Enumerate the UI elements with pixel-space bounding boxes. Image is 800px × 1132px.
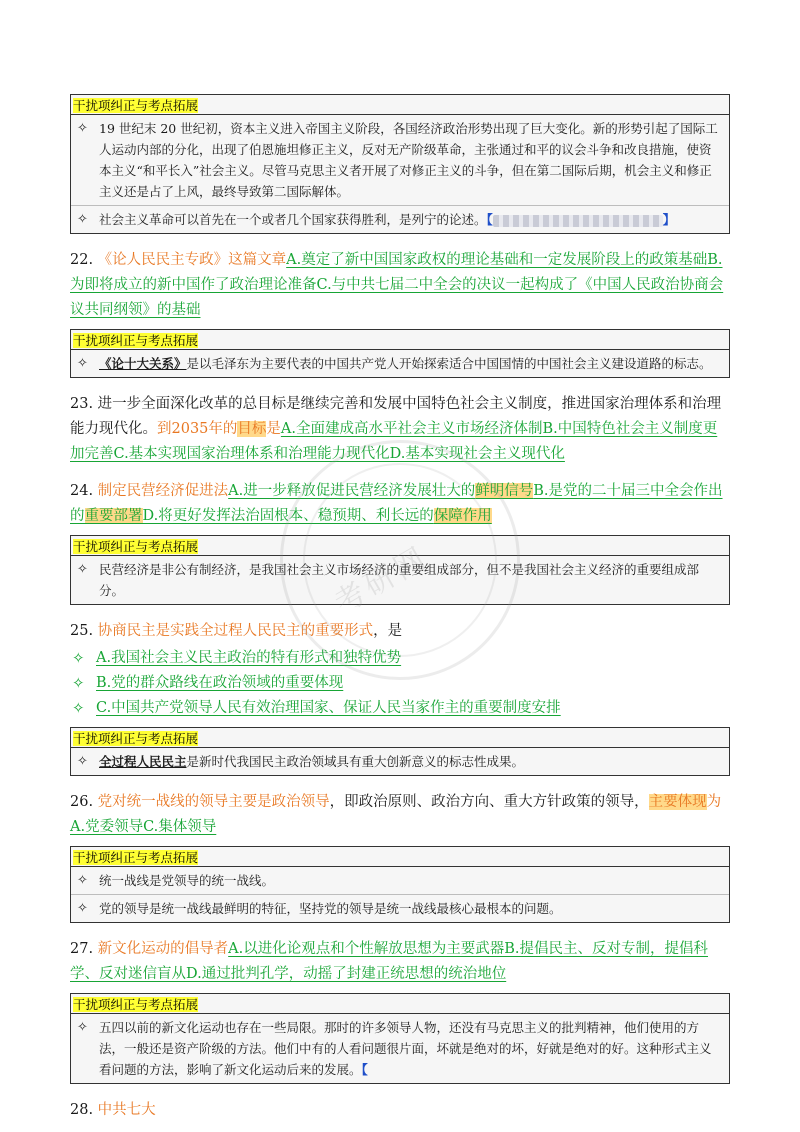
extension-label: 干扰项纠正与考点拓展 (73, 98, 199, 113)
extension-box (70, 535, 730, 605)
question-stem: 新文化运动的倡导者 (97, 941, 229, 957)
extension-box (70, 94, 730, 234)
question-stem: 中共七大 (97, 1102, 156, 1118)
diamond-bullet-icon: ✧ (72, 674, 85, 692)
extension-box (70, 329, 730, 378)
question-answer: A.党委领导C.集体领导 (70, 819, 217, 835)
diamond-bullet-icon: ✧ (77, 212, 88, 227)
document-page (70, 94, 730, 1129)
extension-label: 干扰项纠正与考点拓展 (73, 731, 199, 746)
diamond-bullet-icon: ✧ (77, 1020, 88, 1035)
question-number: 25. (70, 623, 94, 639)
question-25 (70, 619, 730, 644)
question-number: 27. (70, 941, 94, 957)
option-b: ✧ B.党的群众路线在政治领域的重要体现 (70, 671, 730, 696)
question-27 (70, 937, 730, 987)
answer-b-highlight: 重要部署 (84, 508, 143, 524)
extension-text: 是新时代我国民主政治领域具有重大创新意义的标志性成果。 (186, 754, 525, 769)
extension-box-header (71, 728, 729, 748)
question-text: 进一步全面深化改革的总目标是继续完善和发展中国特色社会主义制度，推进国家治理体系和治理能力现代化。 (70, 396, 722, 437)
extension-text: 社会主义革命可以首先在一个或者几个国家获得胜利，是列宁的论述。 (99, 212, 487, 227)
extension-text: 民营经济是非公有制经济，是我国社会主义市场经济的重要组成部分，但不是我国社会主义经济的重要组成部分。 (99, 562, 700, 598)
extension-row (71, 206, 729, 233)
question-highlight: 主要体现 (648, 794, 707, 810)
question-answer: A.全面建成高水平社会主义市场经济体制B.中国特色社会主义制度更加完善C.基本实现国家治理体系和治理能力现代化D.基本实现社会主义现代化 (70, 421, 718, 462)
question-23 (70, 392, 730, 467)
extension-box (70, 993, 730, 1084)
extension-box-header (71, 95, 729, 115)
answer-a-highlight: 鲜明信号 (475, 483, 534, 499)
extension-row (71, 556, 729, 604)
question-number: 23. (70, 396, 94, 412)
question-tail: ，是 (373, 623, 403, 639)
diamond-bullet-icon: ✧ (77, 754, 88, 769)
extension-row (71, 748, 729, 775)
extension-box (70, 727, 730, 776)
question-stem: 《论人民民主专政》这篇文章 (97, 252, 287, 268)
question-stem-tail: 是 (266, 421, 281, 437)
extension-row (71, 895, 729, 922)
answer-d: D.将更好发挥法治固根本、稳预期、利长远的 (142, 508, 434, 524)
extension-box-header (71, 994, 729, 1014)
question-number: 28. (70, 1102, 94, 1118)
extension-text: 统一战线是党领导的统一战线。 (99, 873, 275, 888)
extension-label: 干扰项纠正与考点拓展 (73, 539, 199, 554)
extension-box (70, 846, 730, 923)
extension-label: 干扰项纠正与考点拓展 (73, 333, 199, 348)
question-22 (70, 248, 730, 323)
question-tail: 为 (706, 794, 722, 810)
bracket-right: 】 (662, 212, 676, 227)
extension-row (71, 1014, 729, 1083)
answer-b: B.是党的二十届三中全会作出的 (70, 483, 723, 524)
extension-text: 是以毛泽东为主要代表的中国共产党人开始探索适合中国国情的中国社会主义建设道路的标志。 (186, 356, 712, 371)
diamond-bullet-icon: ✧ (77, 873, 88, 888)
question-stem: 党对统一战线的领导主要是政治领导 (97, 794, 330, 810)
option-c: ✧ C.中国共产党领导人民有效治理国家、保证人民当家作主的重要制度安排 (70, 696, 730, 721)
extension-text: 19 世纪末 20 世纪初，资本主义进入帝国主义阶段，各国经济政治形势出现了巨大变化。新的形势引起了国际工人运动内部的分化，出现了伯恩施坦修正主义，反对无产阶级革命，主张通过和平的议会斗争和改良措施，使资本主义“和平长入”社会主义。尽管马克思主义者开展了对修正主义的斗争，但在第二国际后期，机会主义和修正主义还是占了上风，最终导致第二国际解体。 (99, 121, 718, 199)
question-stem: 协商民主是实践全过程人民民主的重要形式 (97, 623, 374, 639)
diamond-bullet-icon: ✧ (72, 649, 85, 667)
question-stem: 到2035年的 (157, 421, 238, 437)
option-a: ✧ A.我国社会主义民主政治的特有形式和独特优势 (70, 646, 730, 671)
diamond-bullet-icon: ✧ (77, 562, 88, 577)
extension-text: 党的领导是统一战线最鲜明的特征，坚持党的领导是统一战线最核心最根本的问题。 (99, 901, 562, 916)
question-answer: A.奠定了新中国国家政权的理论基础和一定发展阶段上的政策基础B.为即将成立的新中国作了政治理论准备C.与中共七届二中全会的决议一起构成了《中国人民政治协商会议共同纲领》的基础 (70, 252, 724, 318)
extension-row (71, 350, 729, 377)
bracket-left: 【 (361, 1062, 368, 1077)
diamond-bullet-icon: ✧ (72, 699, 85, 717)
extension-row (71, 115, 729, 206)
answer-d-highlight: 保障作用 (433, 508, 492, 524)
question-text: ，即政治原则、政治方向、重大方针政策的领导， (329, 794, 649, 810)
question-stem-highlight: 目标 (237, 421, 267, 437)
extension-row (71, 867, 729, 895)
diamond-bullet-icon: ✧ (77, 901, 88, 916)
diamond-bullet-icon: ✧ (77, 356, 88, 371)
key-term: 全过程人民民主 (99, 754, 187, 769)
question-number: 26. (70, 794, 94, 810)
extension-text: 五四以前的新文化运动也存在一些局限。那时的许多领导人物，还没有马克思主义的批判精神，他们使用的方法，一般还是资产阶级的方法。他们中有的人看问题很片面，坏就是绝对的坏，好就是绝对的好。这种形式主义看问题的方法，影响了新文化运动后来的发展。 (99, 1020, 712, 1077)
extension-box-header (71, 330, 729, 350)
question-26 (70, 790, 730, 840)
question-number: 24. (70, 483, 94, 499)
question-24 (70, 479, 730, 529)
question-28 (70, 1098, 730, 1123)
watermark-text: 考研网 (328, 539, 435, 622)
extension-box-header (71, 847, 729, 867)
redacted-source (493, 215, 663, 227)
extension-label: 干扰项纠正与考点拓展 (73, 997, 199, 1012)
extension-box-header (71, 536, 729, 556)
diamond-bullet-icon: ✧ (77, 121, 88, 136)
extension-label: 干扰项纠正与考点拓展 (73, 850, 199, 865)
answer-a: A.进一步释放促进民营经济发展壮大的 (228, 483, 476, 499)
question-number: 22. (70, 252, 94, 268)
book-title: 《论十大关系》 (99, 356, 187, 371)
bracket-left: 【 (486, 212, 493, 227)
question-stem: 制定民营经济促进法 (97, 483, 229, 499)
question-answer: A.以进化论观点和个性解放思想为主要武器B.提倡民主、反对专制，提倡科学、反对迷信盲从D.通过批判孔学，动摇了封建正统思想的统治地位 (70, 941, 709, 982)
